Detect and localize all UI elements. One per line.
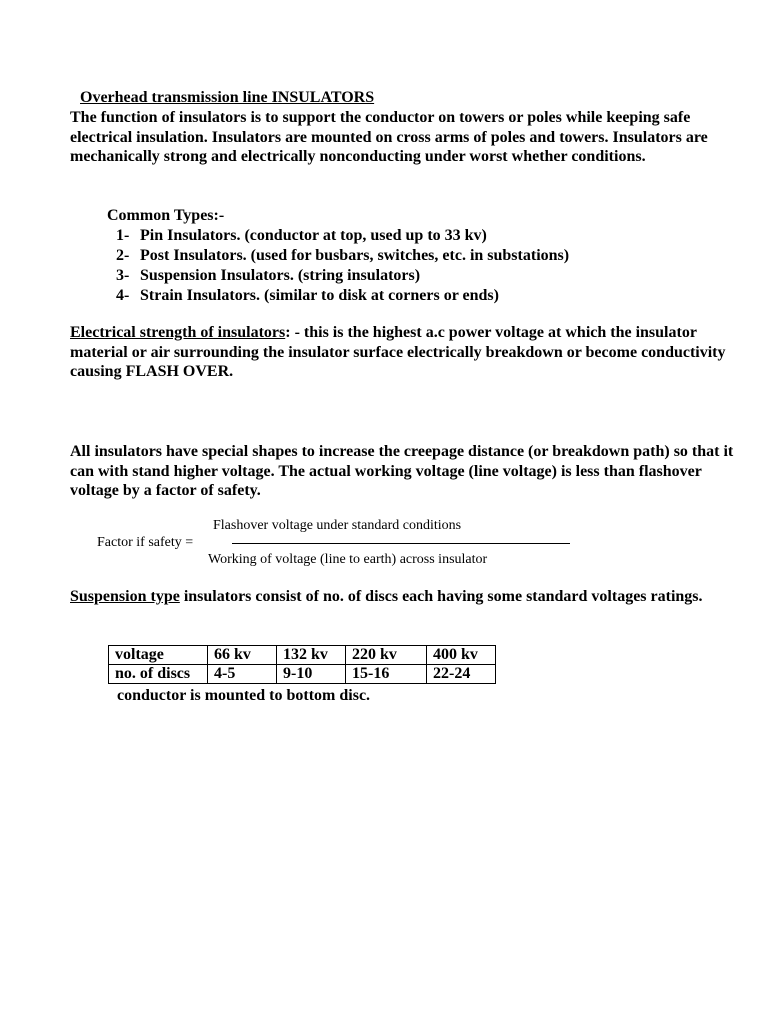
list-item-number: 1- <box>116 227 130 244</box>
shapes-paragraph: All insulators have special shapes to increase the creepage distance (or breakdown path) so that it can with stand higher voltage. The actual working voltage (line voltage) is less than flashover voltage by a factor of safety. <box>70 443 734 500</box>
safety-factor-formula <box>0 515 768 575</box>
list-item <box>116 266 569 286</box>
table-cell: 22-24 <box>427 665 496 684</box>
fraction-bar <box>232 543 570 544</box>
list-item-number: 2- <box>116 246 130 264</box>
table-note: conductor is mounted to bottom disc. <box>117 687 371 704</box>
document-title: Overhead transmission line INSULATORS <box>80 89 375 106</box>
common-types-list <box>116 226 569 306</box>
table-cell: 132 kv <box>277 646 346 665</box>
table-cell: 66 kv <box>208 646 277 665</box>
table-cell: 9-10 <box>277 665 346 684</box>
disc-count-table <box>108 645 496 684</box>
list-item-number: 4- <box>116 286 130 304</box>
list-item-text: Pin Insulators. (conductor at top, used up to 33 kv) <box>140 227 487 244</box>
formula-denominator: Working of voltage (line to earth) across insulator <box>208 552 488 567</box>
table-cell: 400 kv <box>427 646 496 665</box>
list-item-text: Strain Insulators. (similar to disk at corners or ends) <box>140 286 499 304</box>
formula-numerator: Flashover voltage under standard conditions <box>213 518 462 533</box>
table-cell: 4-5 <box>208 665 277 684</box>
list-item-text: Suspension Insulators. (string insulators) <box>140 266 421 284</box>
electrical-strength-paragraph <box>70 323 740 382</box>
list-item <box>116 246 569 266</box>
list-item <box>116 226 569 246</box>
list-item-number: 3- <box>116 266 130 284</box>
electrical-strength-text: : - this is the highest a.c power voltage at which the insulator material or air surrounding the insulator surface electrically breakdown or become conductivity causing FLASH OVER. <box>70 324 726 381</box>
table-cell: voltage <box>109 646 208 665</box>
intro-paragraph: The function of insulators is to support the conductor on towers or poles while keeping safe electrical insulation. Insulators are mounted on cross arms of poles and towers. Insulators are mechanically strong and electrically nonconducting under worst whether conditions. <box>70 109 708 166</box>
list-item <box>116 286 569 306</box>
list-item-text: Post Insulators. (used for busbars, switches, etc. in substations) <box>140 246 570 264</box>
table-cell: 15-16 <box>346 665 427 684</box>
electrical-strength-term: Electrical strength of insulators <box>70 324 286 341</box>
table-cell: 220 kv <box>346 646 427 665</box>
suspension-paragraph <box>70 587 740 607</box>
common-types-heading: Common Types:- <box>107 207 225 224</box>
table-cell: no. of discs <box>109 665 208 684</box>
suspension-text: insulators consist of no. of discs each having some standard voltages ratings. <box>179 588 703 605</box>
table-row <box>109 646 496 665</box>
formula-label: Factor if safety = <box>97 535 194 550</box>
suspension-term: Suspension type <box>70 588 180 605</box>
table-row <box>109 665 496 684</box>
